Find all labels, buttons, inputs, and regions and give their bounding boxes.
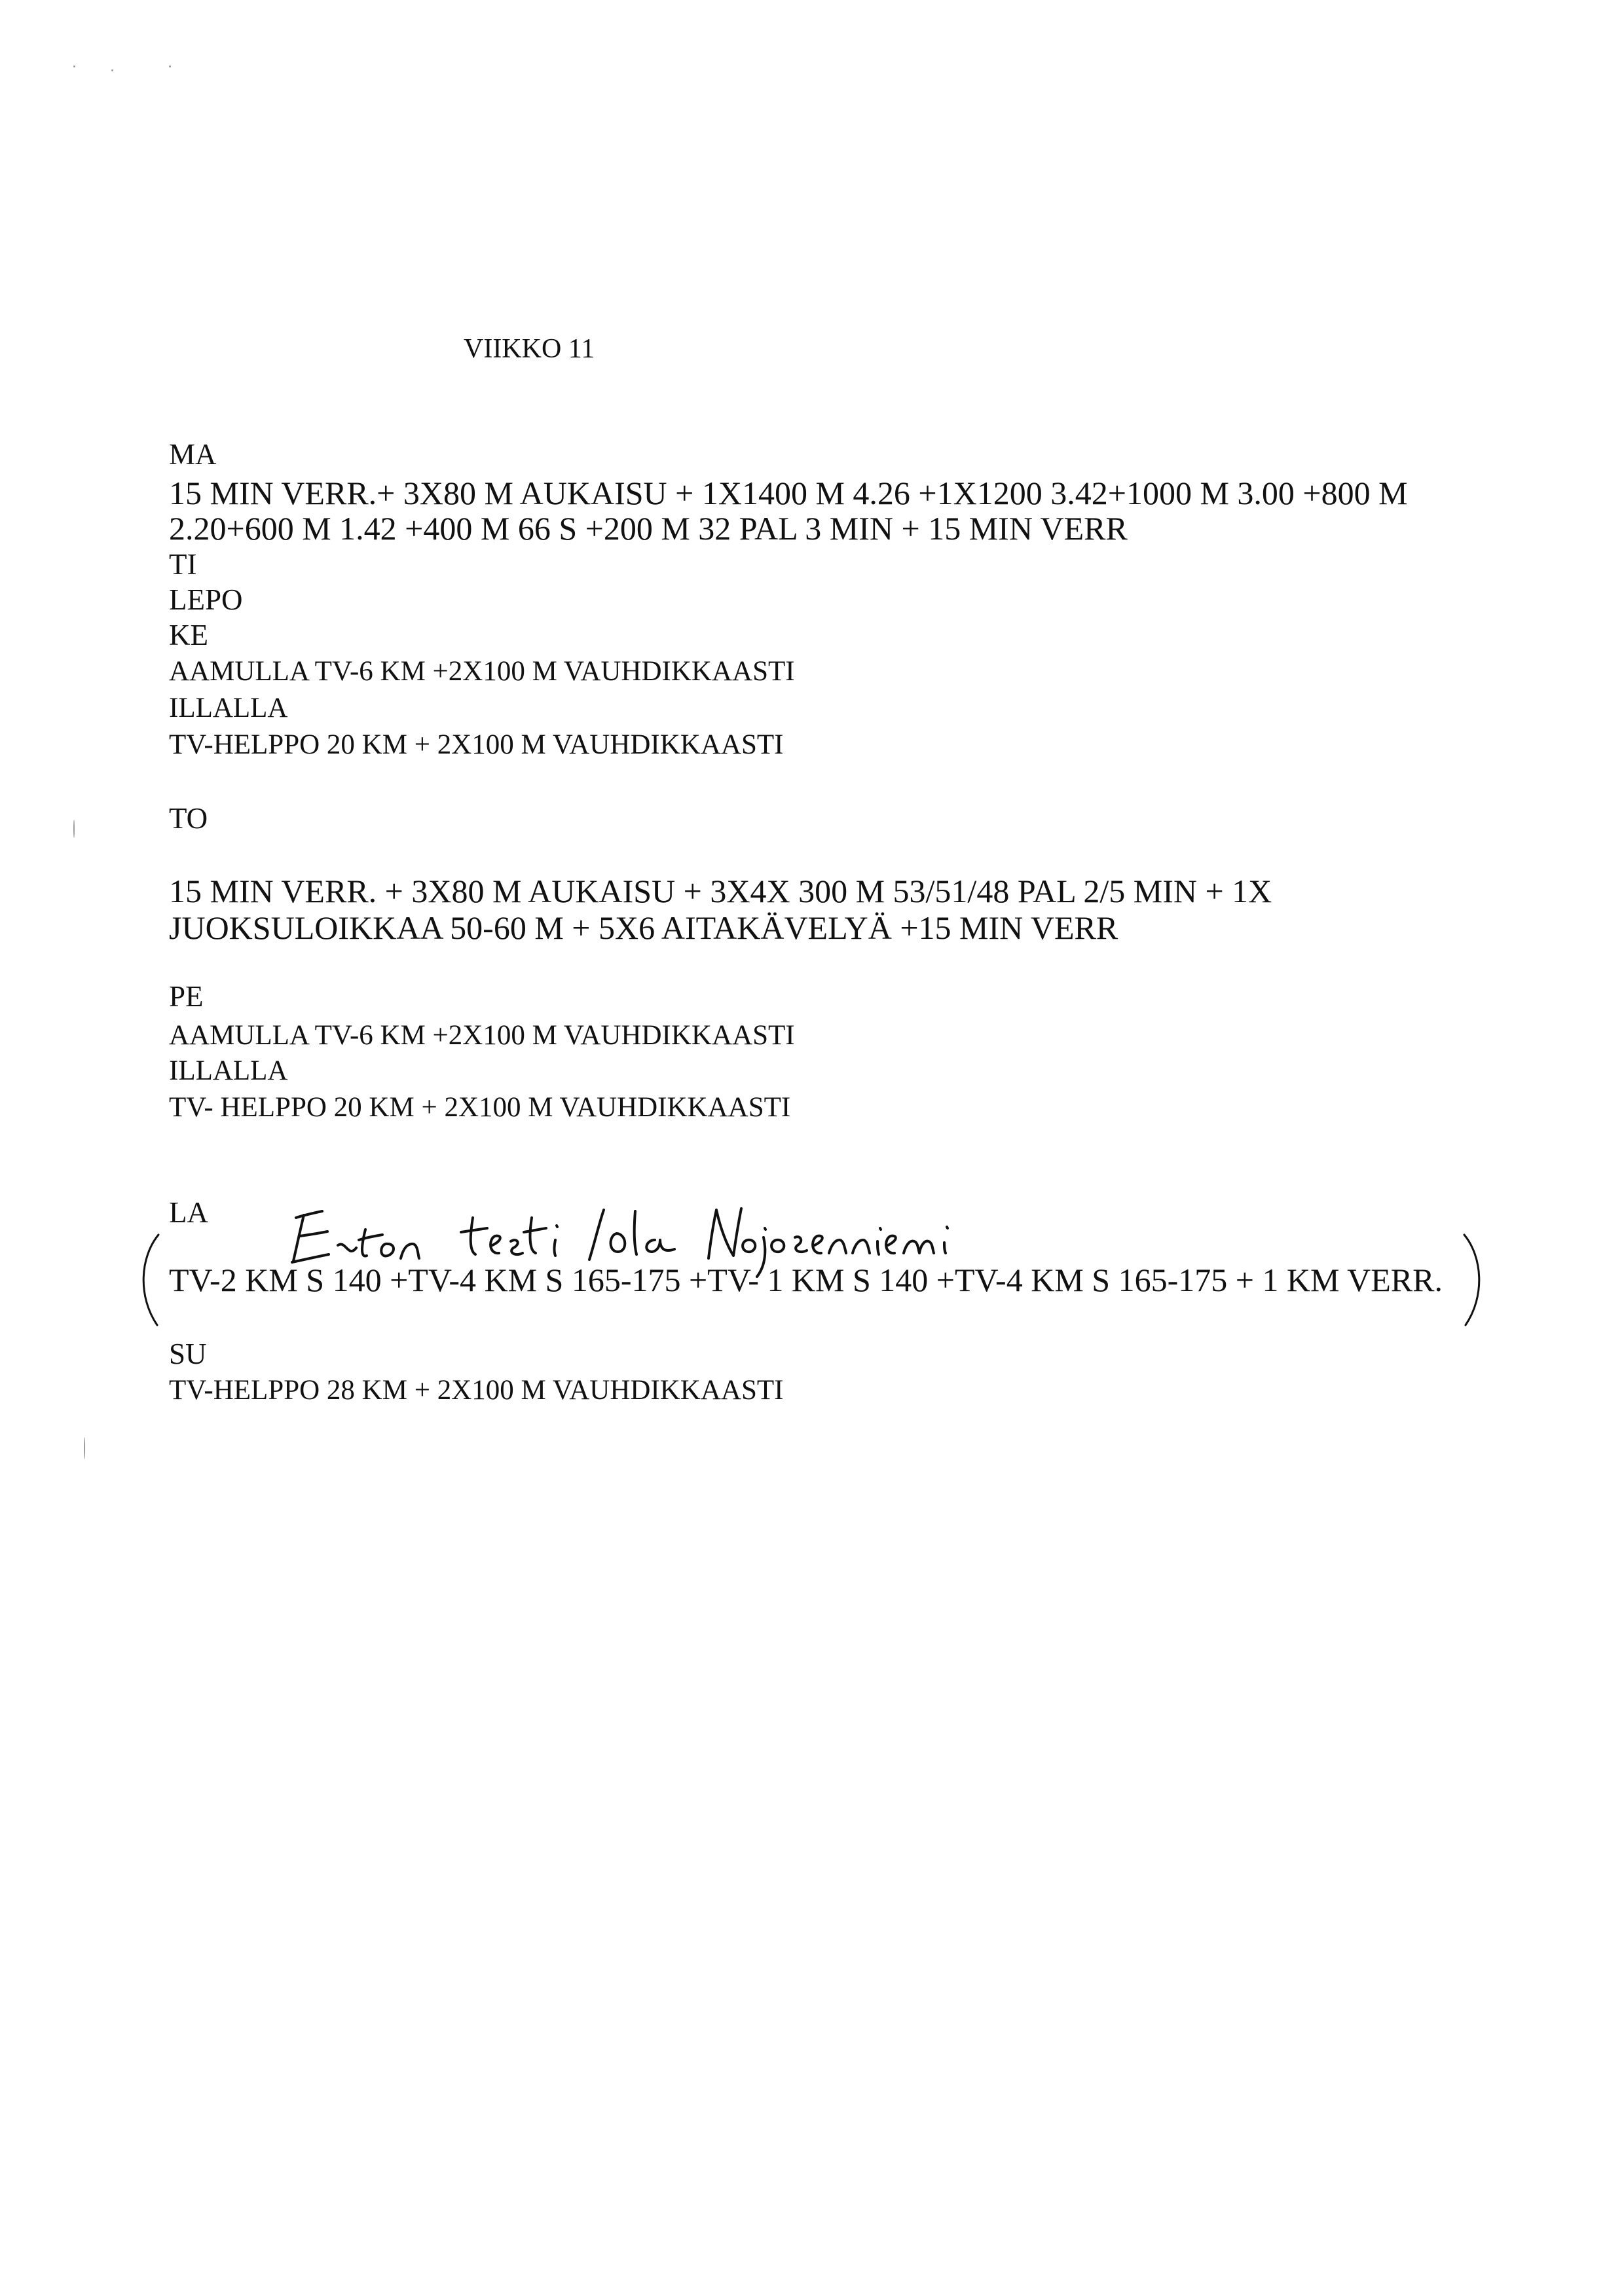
su-line-1: TV-HELPPO 28 KM + 2X100 M VAUHDIKKAASTI	[169, 1375, 784, 1406]
ke-line-3: TV-HELPPO 20 KM + 2X100 M VAUHDIKKAASTI	[169, 729, 784, 760]
pe-line-1: AAMULLA TV-6 KM +2X100 M VAUHDIKKAASTI	[169, 1020, 795, 1051]
left-parenthesis	[128, 1231, 168, 1329]
page-title: VIIKKO 11	[464, 334, 595, 364]
ke-line-1: AAMULLA TV-6 KM +2X100 M VAUHDIKKAASTI	[169, 656, 795, 687]
pe-line-2: ILLALLA	[169, 1055, 288, 1086]
right-parenthesis	[1455, 1231, 1494, 1329]
scan-speck	[169, 65, 171, 67]
day-label-la: LA	[169, 1196, 208, 1229]
scan-speck	[73, 820, 75, 838]
day-label-ma: MA	[169, 438, 217, 471]
ti-line-1: LEPO	[169, 583, 243, 616]
la-line-1: TV-2 KM S 140 +TV-4 KM S 165-175 +TV- 1 KM S 140 +TV-4 KM S 165-175 + 1 KM VERR.	[169, 1262, 1443, 1298]
ke-line-2: ILLALLA	[169, 693, 288, 723]
to-line-1: 15 MIN VERR. + 3X80 M AUKAISU + 3X4X 300 M 53/51/48 PAL 2/5 MIN + 1X	[169, 873, 1272, 909]
day-label-ti: TI	[169, 548, 197, 581]
scan-speck	[111, 69, 113, 71]
pe-line-3: TV- HELPPO 20 KM + 2X100 M VAUHDIKKAASTI	[169, 1092, 791, 1123]
scan-speck	[73, 65, 75, 67]
day-label-pe: PE	[169, 980, 204, 1013]
to-line-2: JUOKSULOIKKAA 50-60 M + 5X6 AITAKÄVELYÄ +15 MIN VERR	[169, 909, 1118, 946]
day-label-su: SU	[169, 1338, 207, 1370]
ma-line-2: 2.20+600 M 1.42 +400 M 66 S +200 M 32 PAL 3 MIN + 15 MIN VERR	[169, 510, 1128, 547]
scan-speck	[84, 1437, 85, 1459]
ma-line-1: 15 MIN VERR.+ 3X80 M AUKAISU + 1X1400 M 4.26 +1X1200 3.42+1000 M 3.00 +800 M	[169, 475, 1408, 511]
day-label-to: TO	[169, 802, 208, 835]
day-label-ke: KE	[169, 619, 208, 651]
